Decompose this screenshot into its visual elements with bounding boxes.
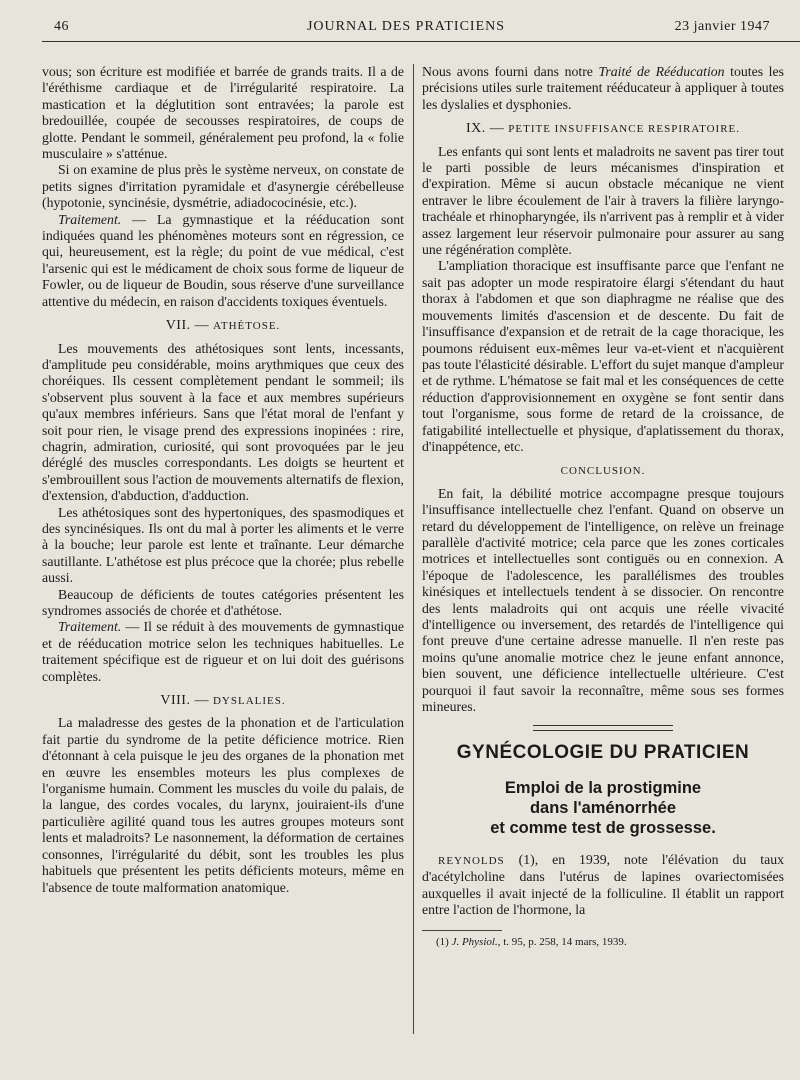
page-header bbox=[42, 19, 770, 41]
paragraph-text: toutes les précisions utiles surle traitement rééducateur à appliquer à toutes les dyslalies et dysphonies. bbox=[422, 64, 784, 112]
section-number: IX. — bbox=[465, 121, 509, 137]
section-title: DYSLALIES. bbox=[212, 695, 286, 708]
paragraph-text: — La gymnastique et la rééducation sont indiquées quand les phénomènes moteurs sont en régression, ce qui, heureusement, est la règle; du point de vue médical, c'est l'arsenic qui est le médicament de choix sous forme de liqueur de Fowler, ou de liqueur de Boudin, sous réserve d'une surveillance attentive du médecin, en raison d'accidents toxiques éventuels. bbox=[42, 211, 404, 309]
footnote bbox=[422, 935, 784, 949]
footnote-rule bbox=[422, 930, 502, 931]
article-title-line: dans l'aménorrhée bbox=[529, 798, 677, 817]
paragraph bbox=[42, 619, 404, 685]
paragraph: Les athétosiques sont des hypertoniques, des spasmodiques et des syncinésiques. Ils ont du mal à porter les aliments et le verre à la bouche; leur parole est lente et traînante. Leur démarche sautillante. L'athétose est plus précoce que la chorée; plus rebelle aussi. bbox=[42, 504, 404, 586]
paragraph bbox=[422, 852, 784, 919]
section-heading-conclusion bbox=[422, 463, 784, 479]
section-heading-respiratoire bbox=[422, 121, 784, 137]
footnote-number: (1) bbox=[436, 936, 452, 949]
paragraph: Beaucoup de déficients de toutes catégories présentent les syndromes associés de chorée et d'athétose. bbox=[42, 586, 404, 618]
paragraph: vous; son écriture est modifiée et barrée de grands traits. Il a de l'éréthisme cardiaque et de l'irrégularité respiratoire. La mastication et la déglutition sont entravées; la parole est bredouillée, coupée de secousses respiratoires, de coups de glotte. Pendant le sommeil, généralement peu profond, la « folie musculaire » s'atténue. bbox=[42, 64, 404, 162]
section-title: ATHÉTOSE. bbox=[213, 320, 281, 333]
paragraph-text: (1), en 1939, note l'élévation du taux d'acétylcholine dans l'utérus de lapines ovariectomisées auxquelles il avait injecté de la folliculine. Il établit un rapport entre l'action de l'hormone, la bbox=[422, 851, 784, 918]
rubric-heading: GYNÉCOLOGIE DU PRATICIEN bbox=[456, 742, 750, 764]
section-heading-dyslalies bbox=[42, 693, 404, 709]
footnote-journal: J. Physiol. bbox=[451, 936, 498, 949]
paragraph bbox=[42, 212, 404, 310]
double-rule-divider bbox=[533, 725, 673, 731]
footnote-text: , t. 95, p. 258, 14 mars, 1939. bbox=[497, 936, 627, 949]
paragraph: Les enfants qui sont lents et maladroits ne savent pas tirer tout le parti possible de leurs mécanismes d'inspiration et d'expiration. Même si aucun obstacle mécanique ne vient entraver le libre écoulement de l'air à travers la filière laryngo-trachéale et rhinopharyngée, ils n'arrivent pas à remplir et à vider assez largement leur réservoir pulmonaire pour assurer au sang une régénération complète. bbox=[422, 143, 784, 258]
paragraph-text: Nous avons fourni dans notre bbox=[422, 64, 599, 79]
paragraph: La maladresse des gestes de la phonation et de l'articulation fait partie du syndrome de la petite déficience motrice. Rien d'étonnant à cela puisque le jeu des organes de la phonation met en œuvre les ensembles moteurs les plus complexes de l'organisme humain. Comment les muscles du voile du palais, de la langue, des cordes vocales, du larynx, jouiraient-ils d'une particulière agilité quand tous les autres groupes moteurs sont lents et maladroits? Le nasonnement, la déformation de certaines consonnes, l'irrégularité du débit, sont les troubles les plus habituels que présentent les petits déficients moteurs, même en l'absence de toute malformation anatomique. bbox=[42, 715, 404, 895]
section-title: CONCLUSION. bbox=[560, 465, 646, 478]
right-column bbox=[422, 64, 784, 949]
paragraph-text: — Il se réduit à des mouvements de gymnastique et de rééducation motrice selon les techniques habituelles. Le traitement spécifique est de rigueur et on lui doit des guérisons complètes. bbox=[42, 619, 404, 684]
left-column bbox=[42, 64, 404, 896]
section-heading-athetose bbox=[42, 318, 404, 334]
paragraph: L'ampliation thoracique est insuffisante parce que l'enfant ne sait pas adopter un mode respiratoire élargi s'étendant du haut thorax à l'abdomen et que son diaphragme ne réalise que des mouvements limités d'ascension et de descente. Du fait de l'insuffisance d'expansion et de retrait de la cage thoracique, les poumons réduisent eux-mêmes leur va-et-vient et n'acquièrent pas toute l'élasticité désirable. L'effort du sujet manque d'ampleur et de rythme. L'hématose se fait mal et les conséquences de cette réduction d'approvisionnement en oxygène se font sentir dans tout l'organisme, sous forme de retard de la croissance, de fatigabilité intellectuelle et physique, d'aplatissement du thorax, d'inappétence, etc. bbox=[422, 258, 784, 454]
paragraph: Si on examine de plus près le système nerveux, on constate de petits signes d'irritation pyramidale et d'asynergie cérébelleuse (hypotonie, syncinésie, dysmétrie, adiadococinésie, etc.). bbox=[42, 162, 404, 211]
paragraph: Les mouvements des athétosiques sont lents, incessants, d'amplitude peu considérable, moins arythmiques que ceux des choréiques. Ils cessent complètement pendant le sommeil; ils s'observent plus souvent à la face et aux membres supérieurs qu'aux membres inférieurs. Sans que l'état moral de l'enfant y soit pour rien, le visage prend des expressions inopinées : rire, chagrin, admiration, curiosité, qui sont provoquées par le jeu déréglé des muscles correspondants. Les doigts se heurtent et s'embrouillent sous l'action de mouvements alternatifs de flexion, d'extension, d'abduction, d'adduction. bbox=[42, 340, 404, 504]
section-number: VII. — bbox=[165, 318, 214, 334]
paragraph: En fait, la débilité motrice accompagne presque toujours l'insuffisance intellectuelle chez l'enfant. Quand on observe un retard du développement de l'intelligence, on relève un freinage parallèle d'activité motrice; cela parce que les zones corticales motrices et intellectuelles sont contiguës ou en connexion. A l'époque de l'adolescence, les parallélismes des troubles kinésiques et intellectuels tendent à se dissocier. On rencontre des lents maladroits qui ont acquis une réelle vivacité d'intelligence ou inversement, des retardés de l'intelligence qui font preuve d'une certaine adresse manuelle. Il n'en reste pas moins qu'une anomalie motrice chez le jeune enfant annonce, bien souvent, une déficience intellectuelle ultérieure. C'est pourquoi il faut savoir la reconnaître, même sous ses formes mineures. bbox=[422, 485, 784, 715]
article-title bbox=[422, 778, 784, 838]
paragraph bbox=[422, 64, 784, 113]
article-title-line: et comme test de grossesse. bbox=[490, 818, 716, 837]
treatment-label: Traitement. bbox=[58, 619, 122, 635]
book-title: Traité de Rééducation bbox=[598, 64, 725, 79]
header-rule bbox=[42, 41, 800, 42]
section-number: VIII. — bbox=[160, 693, 213, 709]
article-title-line: Emploi de la prostigmine bbox=[504, 778, 702, 797]
treatment-label: Traitement. bbox=[58, 211, 122, 227]
issue-date: 23 janvier 1947 bbox=[674, 19, 770, 34]
journal-title: JOURNAL DES PRATICIENS bbox=[306, 19, 506, 34]
page-number: 46 bbox=[54, 19, 69, 34]
column-divider bbox=[413, 64, 414, 1034]
section-title: PETITE INSUFFISANCE RESPIRATOIRE. bbox=[508, 123, 741, 136]
author-name: REYNOLDS bbox=[438, 854, 505, 867]
